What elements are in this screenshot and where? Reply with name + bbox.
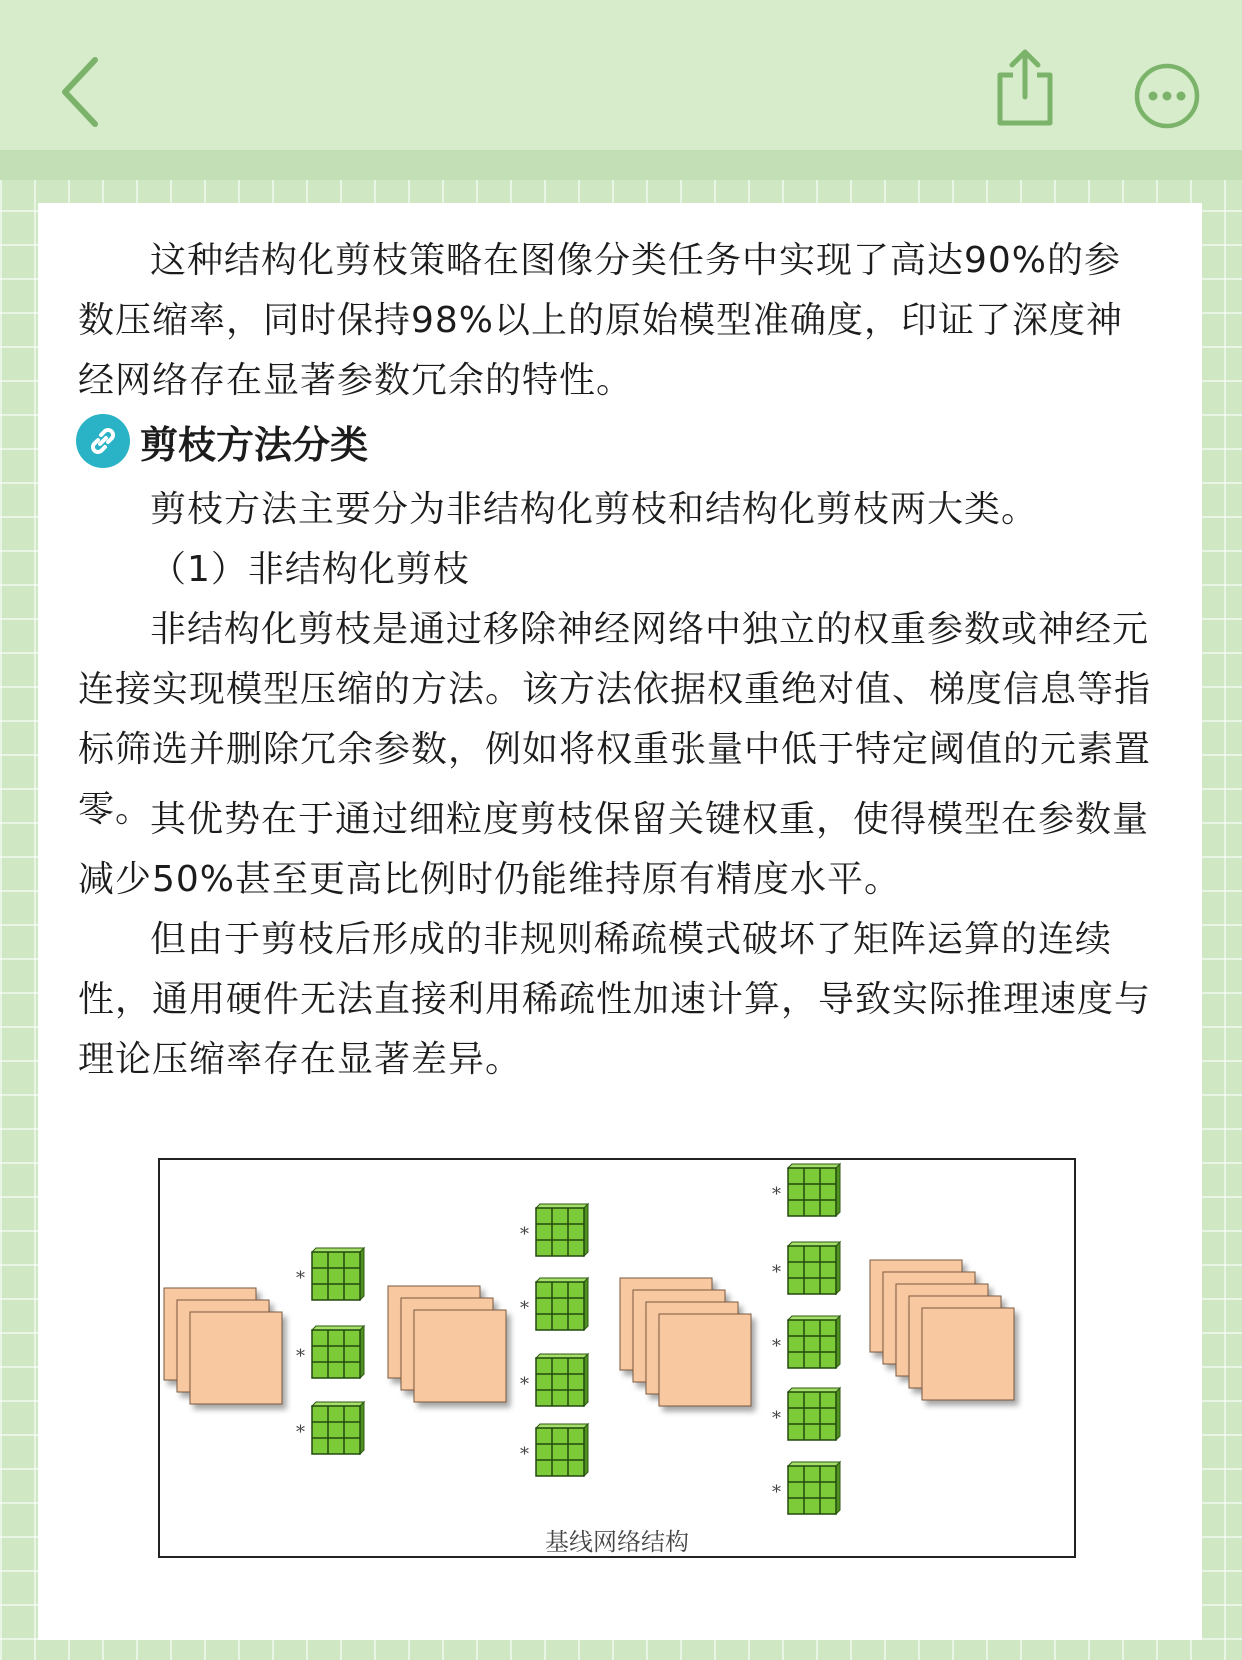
operator-symbol: * [772, 1184, 781, 1205]
operator-symbol: * [296, 1268, 305, 1289]
operator-symbol: * [772, 1482, 781, 1503]
article-card [38, 203, 1202, 1640]
kernel [312, 1330, 360, 1378]
operator-symbol: * [296, 1422, 305, 1443]
kernel [788, 1392, 836, 1440]
operator-symbol: * [520, 1374, 529, 1395]
kernel [788, 1466, 836, 1514]
figure-caption: 基线网络结构 [545, 1528, 689, 1556]
kernel [536, 1282, 584, 1330]
section-heading [76, 413, 368, 469]
operator-symbol: * [520, 1298, 529, 1319]
kernel [536, 1428, 584, 1476]
kernel [788, 1168, 836, 1216]
subsection-title: （1）非结构化剪枝 [150, 549, 470, 590]
operator-symbol: * [296, 1346, 305, 1367]
kernel [788, 1320, 836, 1368]
kernel [312, 1406, 360, 1454]
more-dots-icon[interactable] [1133, 62, 1201, 130]
section-title: 剪枝方法分类 [140, 422, 369, 467]
operator-symbol: * [520, 1444, 529, 1465]
overview-paragraph: 剪枝方法主要分为非结构化剪枝和结构化剪枝两大类。 [150, 489, 1039, 530]
kernel [788, 1246, 836, 1294]
feature-map [414, 1310, 506, 1402]
operator-symbol: * [772, 1408, 781, 1429]
drawback-paragraph: 但由于剪枝后形成的非规则稀疏模式破坏了矩阵运算的连续性，通用硬件无法直接利用稀疏性加速计算，导致实际推理速度与理论压缩率存在显著差异。 [78, 919, 1152, 1080]
operator-symbol: * [772, 1336, 781, 1357]
network-diagram [160, 1160, 1074, 1556]
header-shadow [0, 150, 1242, 180]
advantage-paragraph: 其优势在于通过细粒度剪枝保留关键权重，使得模型在参数量减少50%甚至更高比例时仍能维持原有精度水平。 [78, 799, 1150, 900]
top-navigation-bar [0, 0, 1242, 150]
kernel [536, 1358, 584, 1406]
operator-symbol: * [772, 1262, 781, 1283]
share-icon[interactable] [995, 45, 1055, 130]
kernel [312, 1252, 360, 1300]
operator-symbol: * [520, 1224, 529, 1245]
kernel [536, 1208, 584, 1256]
definition-paragraph: 非结构化剪枝是通过移除神经网络中独立的权重参数或神经元连接实现模型压缩的方法。该方法依据权重绝对值、梯度信息等指标筛选并删除冗余参数，例如将权重张量中低于特定阈值的元素置零。 [78, 609, 1152, 830]
chevron-left-icon[interactable] [55, 52, 115, 132]
feature-map [190, 1312, 282, 1404]
feature-map [659, 1314, 751, 1406]
intro-paragraph: 这种结构化剪枝策略在图像分类任务中实现了高达90%的参数压缩率，同时保持98%以上的原始模型准确度，印证了深度神经网络存在显著参数冗余的特性。 [78, 240, 1124, 401]
feature-map [922, 1308, 1014, 1400]
baseline-network-figure [158, 1158, 1076, 1558]
link-icon [76, 414, 130, 468]
